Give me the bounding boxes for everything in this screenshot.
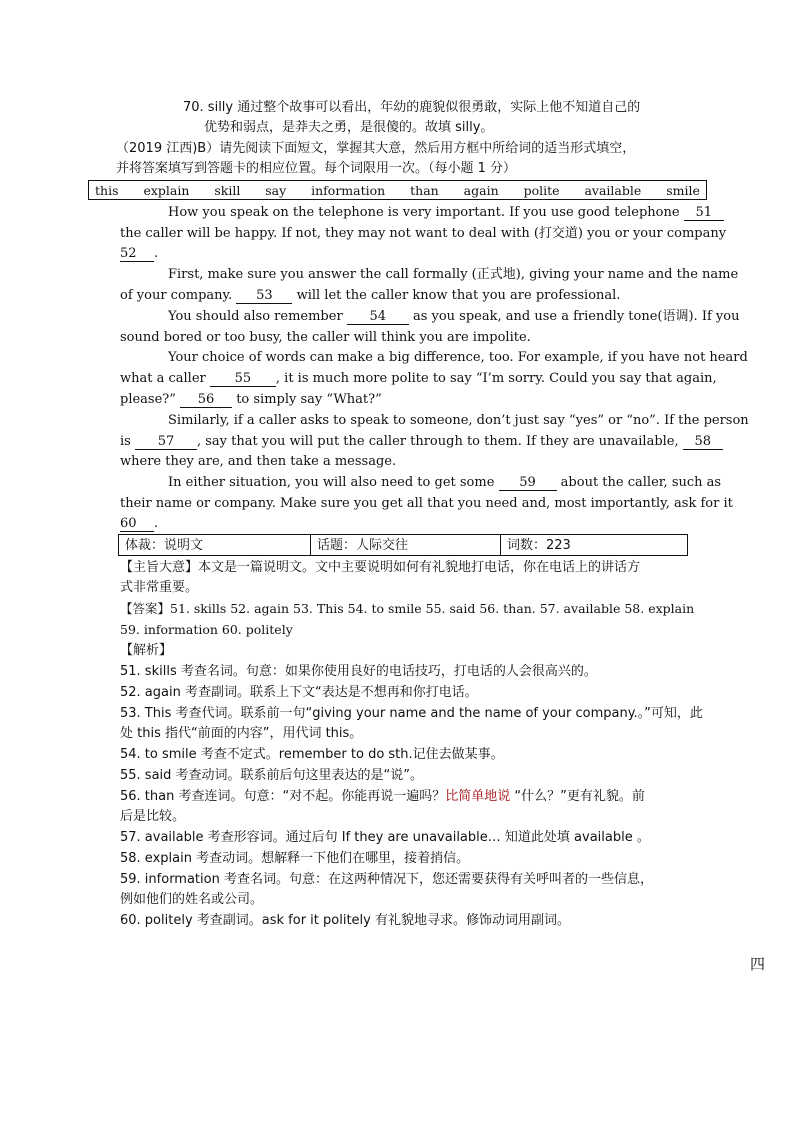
blank-54: 54 bbox=[347, 309, 409, 325]
blank-53: 53 bbox=[236, 288, 292, 304]
passage-line: the caller will be happy. If not, they may not want to deal with (打交道) you or your company bbox=[120, 226, 727, 241]
passage-line: In either situation, you will also need to get some 59 about the caller, such as bbox=[168, 475, 722, 490]
explanation-56-line1: 56. than 考查连词。句意：“对不起。你能再说一遍吗？比简单地说 “什么？”更有礼貌。前 bbox=[120, 789, 645, 804]
passage-line: How you speak on the telephone is very important. If you use good telephone 51 bbox=[168, 204, 724, 222]
word-available: available bbox=[584, 182, 642, 198]
passage-line: Similarly, if a caller asks to speak to someone, don’t just say “yes” or “no”. If the person bbox=[168, 413, 749, 428]
explanation-53-line1: 53. This 考查代词。联系前一句“giving your name and the name of your company.。”可知，此 bbox=[120, 706, 703, 721]
explanation-58: 58. explain 考查动词。想解释一下他们在哪里，接着捎信。 bbox=[120, 851, 470, 866]
passage-line: 60 . bbox=[120, 516, 159, 531]
passage-line: where they are, and then take a message. bbox=[120, 454, 397, 469]
answers-line1: 【答案】51. skills 52. again 53. This 54. to smile 55. said 56. than. 57. available 58. explain bbox=[120, 601, 695, 616]
highlighted-phrase: 比简单地说 bbox=[445, 789, 511, 804]
passage-line: Your choice of words can make a big difference, too. For example, if you have not heard bbox=[168, 350, 748, 365]
analysis-heading: 【解析】 bbox=[120, 643, 173, 658]
word-count-cell: 词数：223 bbox=[507, 538, 571, 553]
explanation-59-line2: 例如他们的姓名或公司。 bbox=[120, 892, 264, 907]
page-marker: 四 bbox=[750, 955, 766, 973]
instructions-line1: （2019 江西)B）请先阅读下面短文，掌握其大意，然后用方框中所给词的适当形式填空， bbox=[116, 141, 636, 156]
explanation-51: 51. skills 考查名词。句意：如果你使用良好的电话技巧，打电话的人会很高兴的。 bbox=[120, 664, 597, 679]
explanation-56-line2: 后是比较。 bbox=[120, 809, 186, 824]
blank-57: 57 bbox=[135, 434, 197, 450]
passage-line: what a caller 55 , it is much more polite to say “I’m sorry. Could you say that again, bbox=[120, 371, 717, 386]
explanation-52: 52. again 考查副词。联系上下文“表达是不想再和你打电话。 bbox=[120, 685, 478, 700]
blank-56: 56 bbox=[180, 392, 232, 408]
blank-59: 59 bbox=[499, 475, 557, 491]
passage-line: 52 . bbox=[120, 246, 159, 261]
explanation-60: 60. politely 考查副词。ask for it politely 有礼貌地寻求。修饰动词用副词。 bbox=[120, 913, 570, 928]
info-table bbox=[118, 534, 688, 556]
explanation-55: 55. said 考查动词。联系前后句这里表达的是“说”。 bbox=[120, 768, 424, 783]
passage-line: of your company. 53 will let the caller know that you are professional. bbox=[120, 288, 621, 303]
explanation-57: 57. available 考查形容词。通过后句 If they are unavailable… 知道此处填 available 。 bbox=[120, 830, 650, 845]
explanation-59-line1: 59. information 考查名词。句意：在这两种情况下，您还需要获得有关呼叫者的一些信息， bbox=[120, 872, 653, 887]
item70-line2: 优势和弱点，是莽夫之勇，是很傻的。故填 silly。 bbox=[204, 120, 494, 135]
word-box bbox=[88, 180, 707, 200]
explanation-53-line2: 处 this 指代“前面的内容”，用代词 this。 bbox=[120, 726, 363, 741]
blank-60: 60 bbox=[120, 516, 154, 532]
passage-line: their name or company. Make sure you get all that you need and, most importantly, ask for it bbox=[120, 496, 733, 511]
word-explain: explain bbox=[143, 182, 190, 198]
word-skill: skill bbox=[214, 182, 241, 198]
blank-52: 52 bbox=[120, 246, 154, 262]
word-smile: smile bbox=[666, 182, 700, 198]
instructions-line2: 并将答案填写到答题卡的相应位置。每个词限用一次。（每小题 1 分） bbox=[116, 161, 517, 176]
word-say: say bbox=[265, 182, 287, 198]
passage-line: is 57 , say that you will put the caller through to them. If they are unavailable, 58 bbox=[120, 433, 723, 451]
topic-cell: 话题：人际交往 bbox=[311, 535, 501, 555]
word-than: than bbox=[410, 182, 439, 198]
word-again: again bbox=[463, 182, 499, 198]
word-polite: polite bbox=[523, 182, 560, 198]
genre-cell: 体裁：说明文 bbox=[119, 535, 311, 555]
word-information: information bbox=[311, 182, 386, 198]
passage-line: You should also remember 54 as you speak, and use a friendly tone(语调). If you bbox=[168, 309, 740, 324]
blank-58: 58 bbox=[683, 434, 723, 450]
passage-line: please?” 56 to simply say “What?” bbox=[120, 392, 382, 407]
item70-line1: 70. silly 通过整个故事可以看出，年幼的鹿貌似很勇敢，实际上他不知道自己的 bbox=[183, 100, 641, 115]
blank-51: 51 bbox=[684, 205, 724, 221]
explanation-54: 54. to smile 考查不定式。remember to do sth.记住去做某事。 bbox=[120, 747, 504, 762]
passage-line: First, make sure you answer the call formally (正式地), giving your name and the name bbox=[168, 267, 739, 282]
word-this: this bbox=[95, 182, 119, 198]
answers-line2: 59. information 60. politely bbox=[120, 622, 293, 637]
blank-55: 55 bbox=[210, 371, 276, 387]
summary-line1: 【主旨大意】本文是一篇说明文。文中主要说明如何有礼貌地打电话，你在电话上的讲话方 bbox=[120, 560, 641, 575]
passage-line: sound bored or too busy, the caller will think you are impolite. bbox=[120, 330, 531, 345]
summary-line2: 式非常重要。 bbox=[120, 580, 199, 595]
